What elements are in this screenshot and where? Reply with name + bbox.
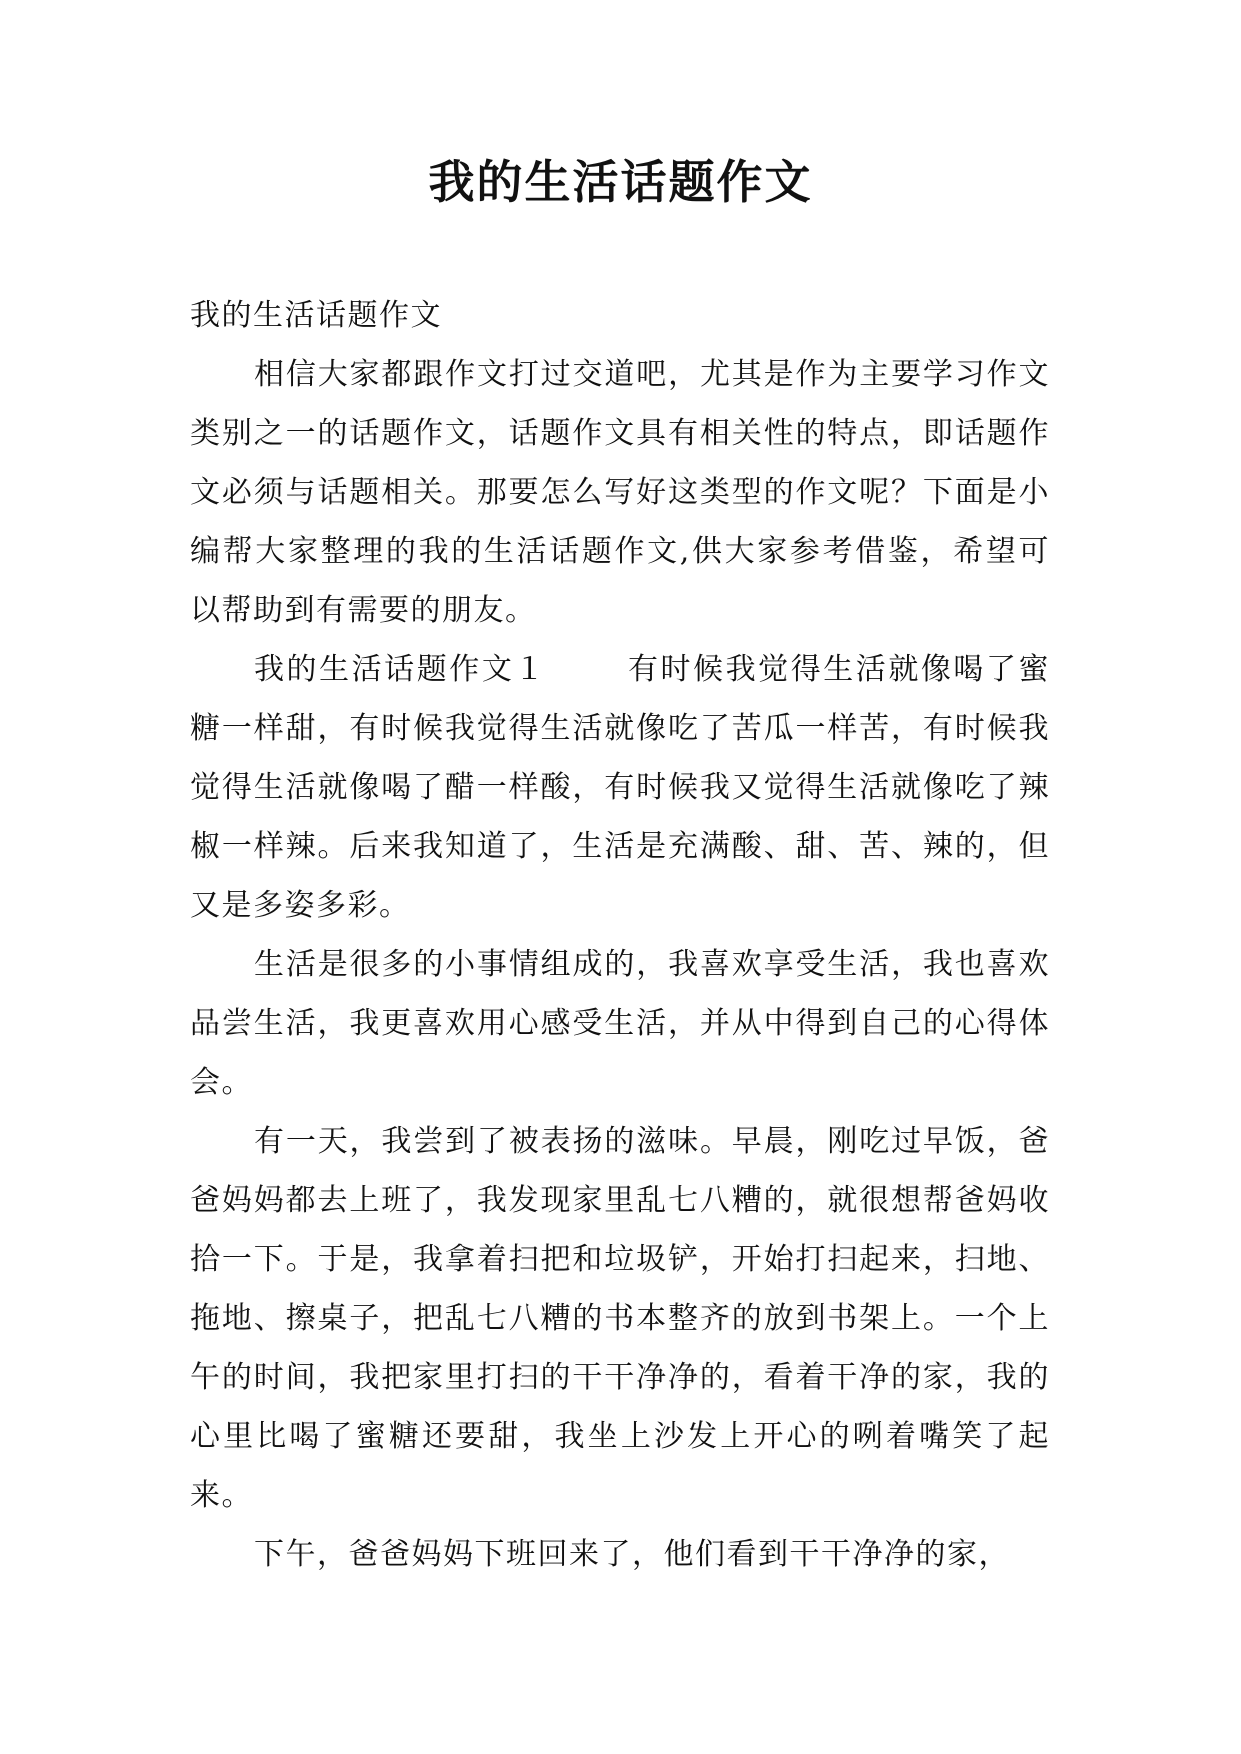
paragraph-intro bbox=[190, 345, 1050, 640]
paragraph-life-details bbox=[190, 935, 1050, 1112]
paragraph-essay-1-opening bbox=[190, 640, 1050, 935]
paragraph-text: 下午，爸爸妈妈下班回来了，他们看到干干净净的家， bbox=[254, 1537, 1010, 1572]
essay-heading-inline: 我的生活话题作文１ bbox=[254, 652, 547, 687]
paragraph-afternoon bbox=[190, 1525, 1050, 1584]
document-subheading: 我的生活话题作文 bbox=[190, 298, 442, 333]
document-body bbox=[190, 286, 1050, 1584]
document-title: 我的生活话题作文 bbox=[428, 155, 813, 209]
paragraph-text: 有时候我觉得生活就像喝了蜜糖一样甜，有时候我觉得生活就像吃了苦瓜一样苦，有时候我觉得生活就像喝了醋一样酸，有时候我又觉得生活就像吃了辣椒一样辣。后来我知道了，生活是充满酸、甜、苦、辣的，但又是多姿多彩。 bbox=[190, 652, 1051, 923]
paragraph-praise-story bbox=[190, 1112, 1050, 1525]
paragraph-text: 生活是很多的小事情组成的，我喜欢享受生活，我也喜欢品尝生活，我更喜欢用心感受生活，并从中得到自己的心得体会。 bbox=[190, 947, 1050, 1100]
paragraph-text: 有一天，我尝到了被表扬的滋味。早晨，刚吃过早饭，爸爸妈妈都去上班了，我发现家里乱七八糟的，就很想帮爸妈收拾一下。于是，我拿着扫把和垃圾铲，开始打扫起来，扫地、拖地、擦桌子，把乱七八糟的书本整齐的放到书架上。一个上午的时间，我把家里打扫的干干净净的，看着干净的家，我的心里比喝了蜜糖还要甜，我坐上沙发上开心的咧着嘴笑了起来。 bbox=[190, 1124, 1050, 1513]
paragraph-text: 相信大家都跟作文打过交道吧，尤其是作为主要学习作文类别之一的话题作文，话题作文具有相关性的特点，即话题作文必须与话题相关。那要怎么写好这类型的作文呢？下面是小编帮大家整理的我的生活话题作文,供大家参考借鉴，希望可以帮助到有需要的朋友。 bbox=[190, 357, 1050, 628]
